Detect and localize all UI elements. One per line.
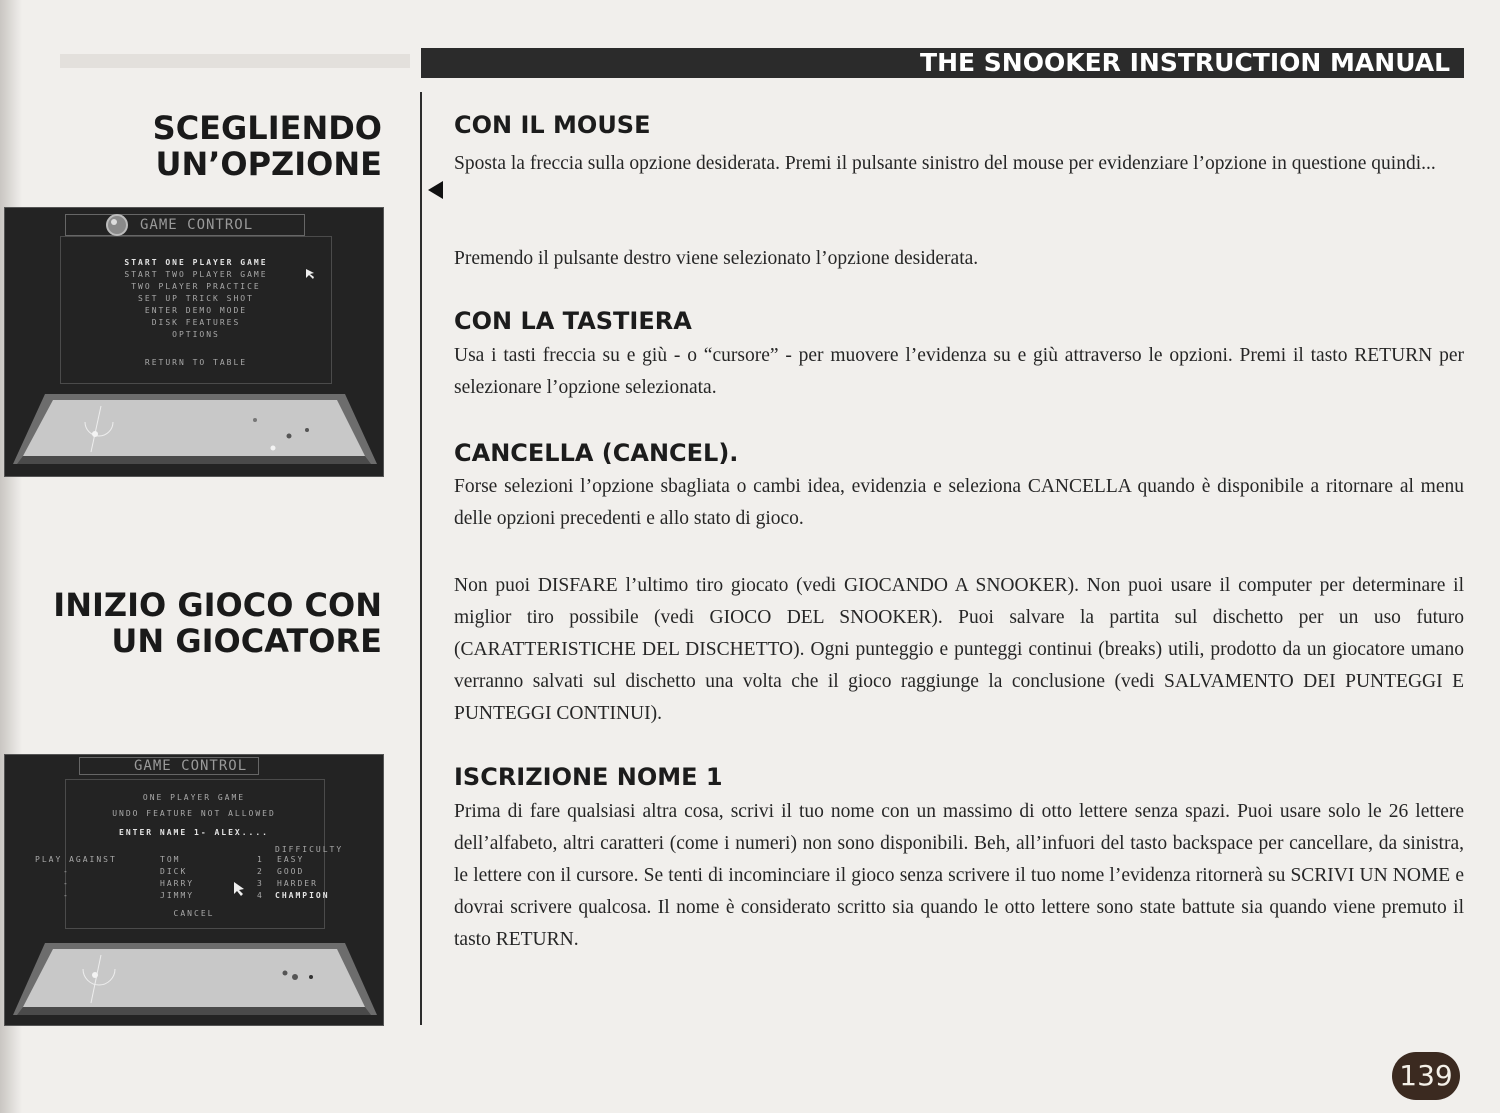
snooker-table-render xyxy=(5,933,383,1025)
heading-iscrizione-nome: ISCRIZIONE NOME 1 xyxy=(454,763,723,791)
paragraph-name-entry: Prima di fare qualsiasi altra cosa, scrivi il tuo nome con un massimo di otto lettere senza spazi. Puoi usare solo le 26 lettere dell’alfabeto, altri caratteri (come i numeri) non sono disponibili. Beh, all’infuori del tasto backspace per cancellare, da sinistra, le lettere con il cursore. Se tenti di incominciare il gioco senza scrivere il tuo nome l’evidenza ritornerà su SCRIVI UN NOME e dovrai scrivere qualcosa. Il nome è considerato scritto sia quando le otto lettere sono state battute sia quando viene premuto il tasto RETURN. xyxy=(454,801,1464,950)
menu-item-start-one-player[interactable]: START ONE PLAYER GAME xyxy=(124,258,268,267)
menu-item-two-player-practice[interactable]: TWO PLAYER PRACTICE xyxy=(131,282,261,291)
difficulty-harder[interactable]: HARDER xyxy=(277,879,318,888)
running-header: THE SNOOKER INSTRUCTION MANUAL xyxy=(421,48,1464,78)
mouse-pointer-icon xyxy=(305,268,315,280)
bleed-through-bar xyxy=(60,54,410,68)
paragraph-cancel-2: Non puoi DISFARE l’ultimo tiro giocato (vedi GIOCANDO A SNOOKER). Non puoi usare il computer per determinare il miglior tiro possibile (vedi GIOCO DEL SNOOKER). Puoi salvare la partita sul dischetto per un uso futuro (CARATTERISTICHE DEL DISCHETTO). Ogni punteggio e punteggi continui (breaks) utili, prodotto da un giocatore umano verranno salvati sul dischetto una volta che il gioco raggiunge la conclusione (vedi SALVAMENTO DEI PUNTEGGI E PUNTEGGI CONTINUI). xyxy=(454,575,1464,724)
page-number: 139 xyxy=(1392,1052,1460,1100)
opponent-tom[interactable]: TOM xyxy=(160,855,181,864)
game-control-screenshot xyxy=(4,207,384,477)
difficulty-number: 1 xyxy=(257,855,264,864)
game-control-title-2: GAME CONTROL xyxy=(79,757,259,775)
play-against-label: PLAY AGAINST xyxy=(35,855,117,864)
opponent-dash: - xyxy=(63,891,70,900)
enter-name-field[interactable]: ENTER NAME 1- ALEX.... xyxy=(119,828,269,837)
menu-item-trick-shot[interactable]: SET UP TRICK SHOT xyxy=(138,294,254,303)
opponent-dick[interactable]: DICK xyxy=(160,867,188,876)
column-divider xyxy=(420,92,422,1025)
difficulty-champion[interactable]: CHAMPION xyxy=(275,891,330,900)
menu-item-start-two-player[interactable]: START TWO PLAYER GAME xyxy=(124,270,268,279)
menu-item-demo-mode[interactable]: ENTER DEMO MODE xyxy=(144,306,248,315)
snooker-ball-icon xyxy=(105,213,129,237)
arrow-marker-icon xyxy=(428,181,443,199)
sidebar-heading-one-player: INIZIO GIOCO CON UN GIOCATORE xyxy=(53,586,382,660)
sidebar-heading-choose-option: SCEGLIENDO UN’OPZIONE xyxy=(152,109,382,183)
opponent-harry[interactable]: HARRY xyxy=(160,879,195,888)
opponent-dash: - xyxy=(63,879,70,888)
menu-frame xyxy=(60,236,332,384)
paragraph-mouse-1: Sposta la freccia sulla opzione desiderata. Premi il pulsante sinistro del mouse per evidenziare l’opzione in questione quindi... xyxy=(454,153,1436,174)
one-player-game-label: ONE PLAYER GAME xyxy=(142,793,246,802)
paragraph-cancel-1: Forse selezioni l’opzione sbagliata o cambi idea, evidenzia e seleziona CANCELLA quando è disponibile a ritornare al menu delle opzioni precedenti e allo stato di gioco. xyxy=(454,476,1464,529)
game-control-title: GAME CONTROL xyxy=(65,214,305,236)
name-entry-screenshot xyxy=(4,754,384,1026)
difficulty-number: 4 xyxy=(257,891,264,900)
menu-item-return-to-table[interactable]: RETURN TO TABLE xyxy=(144,358,248,367)
difficulty-label: DIFFICULTY xyxy=(275,845,344,854)
heading-cancella: CANCELLA (CANCEL). xyxy=(454,439,739,467)
undo-not-allowed-notice: UNDO FEATURE NOT ALLOWED xyxy=(112,809,276,818)
cancel-option[interactable]: CANCEL xyxy=(173,909,215,918)
menu-item-options[interactable]: OPTIONS xyxy=(172,330,220,339)
heading-con-la-tastiera: CON LA TASTIERA xyxy=(454,307,692,335)
paragraph-keyboard: Usa i tasti freccia su e giù - o “cursore” - per muovere l’evidenza su e giù attraverso le opzioni. Premi il tasto RETURN per selezionare l’opzione selezionata. xyxy=(454,345,1464,398)
opponent-jimmy[interactable]: JIMMY xyxy=(160,891,195,900)
heading-con-il-mouse: CON IL MOUSE xyxy=(454,111,651,139)
opponent-dash: - xyxy=(63,867,70,876)
difficulty-number: 3 xyxy=(257,879,264,888)
difficulty-easy[interactable]: EASY xyxy=(277,855,305,864)
difficulty-number: 2 xyxy=(257,867,264,876)
menu-item-disk-features[interactable]: DISK FEATURES xyxy=(151,318,241,327)
snooker-table-render xyxy=(5,384,383,476)
difficulty-good[interactable]: GOOD xyxy=(277,867,305,876)
mouse-pointer-icon xyxy=(233,881,245,897)
paragraph-mouse-2: Premendo il pulsante destro viene selezionato l’opzione desiderata. xyxy=(454,248,979,269)
